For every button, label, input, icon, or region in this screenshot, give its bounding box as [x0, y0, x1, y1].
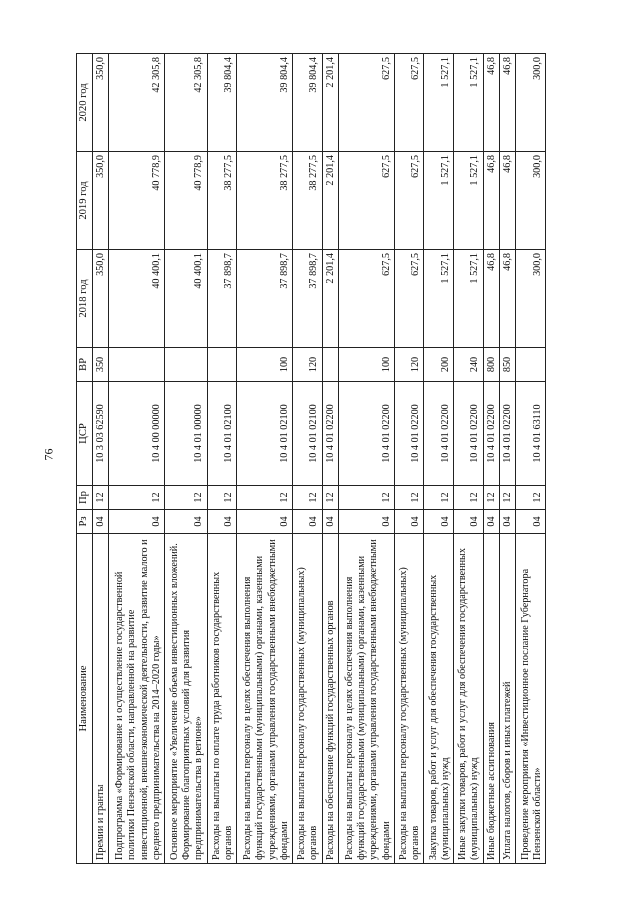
- cell-2019: 46,8: [499, 152, 515, 250]
- cell-2019: 40 778,9: [109, 152, 165, 250]
- table-row: [483, 54, 499, 864]
- table-row: [322, 54, 338, 864]
- cell-2018: 40 400,1: [164, 250, 207, 348]
- cell-name: Расходы на выплаты персоналу государственных (муниципальных) органов: [394, 534, 424, 864]
- cell-vr: [322, 348, 338, 382]
- table-header-row: [77, 54, 93, 864]
- cell-2018: 40 400,1: [109, 250, 165, 348]
- header-rz: Рз: [77, 510, 93, 534]
- cell-vr: 200: [424, 348, 454, 382]
- cell-rz: 04: [516, 510, 546, 534]
- cell-pr: 12: [164, 486, 207, 510]
- table-body: [92, 54, 545, 864]
- cell-2018: 627,5: [394, 250, 424, 348]
- cell-vr: [207, 348, 237, 382]
- cell-csr: 10 4 01 02100: [293, 382, 323, 486]
- cell-rz: 04: [109, 510, 165, 534]
- cell-2018: 627,5: [339, 250, 395, 348]
- cell-rz: 04: [164, 510, 207, 534]
- cell-name: Иные бюджетные ассигнования: [483, 534, 499, 864]
- cell-2019: 38 277,5: [293, 152, 323, 250]
- cell-2018: 1 527,1: [424, 250, 454, 348]
- cell-pr: 12: [499, 486, 515, 510]
- header-2019: 2019 год: [77, 152, 93, 250]
- cell-2019: 38 277,5: [237, 152, 293, 250]
- cell-vr: 850: [499, 348, 515, 382]
- cell-rz: 04: [92, 510, 108, 534]
- cell-2020: 300,0: [516, 54, 546, 152]
- header-name: Наименование: [77, 534, 93, 864]
- header-csr: ЦСР: [77, 382, 93, 486]
- table-row: [109, 54, 165, 864]
- cell-2018: 350,0: [92, 250, 108, 348]
- cell-2020: 627,5: [394, 54, 424, 152]
- cell-vr: 120: [394, 348, 424, 382]
- cell-csr: 10 4 01 63110: [516, 382, 546, 486]
- table-row: [339, 54, 395, 864]
- cell-vr: [109, 348, 165, 382]
- cell-2020: 2 201,4: [322, 54, 338, 152]
- cell-csr: 10 4 01 02100: [237, 382, 293, 486]
- cell-2020: 39 804,4: [237, 54, 293, 152]
- header-2020: 2020 год: [77, 54, 93, 152]
- cell-csr: 10 3 03 62590: [92, 382, 108, 486]
- table-row: [499, 54, 515, 864]
- cell-2020: 42 305,8: [109, 54, 165, 152]
- cell-pr: 12: [92, 486, 108, 510]
- table-row: [207, 54, 237, 864]
- table-row: [424, 54, 454, 864]
- cell-csr: 10 4 01 02200: [454, 382, 484, 486]
- cell-rz: 04: [293, 510, 323, 534]
- cell-2018: 2 201,4: [322, 250, 338, 348]
- cell-csr: 10 4 01 02100: [207, 382, 237, 486]
- cell-2020: 350,0: [92, 54, 108, 152]
- cell-pr: 12: [454, 486, 484, 510]
- cell-2019: 46,8: [483, 152, 499, 250]
- cell-name: Премии и гранты: [92, 534, 108, 864]
- cell-vr: 100: [339, 348, 395, 382]
- cell-2020: 46,8: [499, 54, 515, 152]
- cell-csr: 10 4 01 02200: [483, 382, 499, 486]
- table-row: [164, 54, 207, 864]
- header-pr: Пр: [77, 486, 93, 510]
- cell-name: Закупка товаров, работ и услуг для обеспечения государственных (муниципальных) нужд: [424, 534, 454, 864]
- cell-2019: 1 527,1: [454, 152, 484, 250]
- table-row: [516, 54, 546, 864]
- cell-rz: 04: [237, 510, 293, 534]
- cell-csr: 10 4 01 02200: [339, 382, 395, 486]
- cell-rz: 04: [499, 510, 515, 534]
- cell-name: Расходы на выплаты персоналу государственных (муниципальных) органов: [293, 534, 323, 864]
- cell-name: Расходы на выплаты персоналу в целях обеспечения выполнения функций государственными (муниципальными) органами, казенными учреждениями, органами управления государственными внебюджетными фондами: [339, 534, 395, 864]
- cell-name: Иные закупки товаров, работ и услуг для обеспечения государственных (муниципальных) нужд: [454, 534, 484, 864]
- cell-pr: 12: [394, 486, 424, 510]
- cell-2018: 37 898,7: [207, 250, 237, 348]
- cell-2020: 46,8: [483, 54, 499, 152]
- cell-pr: 12: [424, 486, 454, 510]
- cell-pr: 12: [109, 486, 165, 510]
- cell-csr: 10 4 01 02200: [322, 382, 338, 486]
- cell-rz: 04: [424, 510, 454, 534]
- table-row: [237, 54, 293, 864]
- cell-rz: 04: [207, 510, 237, 534]
- cell-pr: 12: [322, 486, 338, 510]
- cell-2019: 40 778,9: [164, 152, 207, 250]
- cell-name: Расходы на выплаты персоналу в целях обеспечения выполнения функций государственными (муниципальными) органами, казенными учреждениями, органами управления государственными внебюджетными фондами: [237, 534, 293, 864]
- cell-2019: 38 277,5: [207, 152, 237, 250]
- cell-2019: 1 527,1: [424, 152, 454, 250]
- table-row: [454, 54, 484, 864]
- page-number: 76: [41, 448, 56, 461]
- table-row: [92, 54, 108, 864]
- rotated-table-wrapper: [76, 54, 546, 864]
- cell-2020: 627,5: [339, 54, 395, 152]
- cell-name: Расходы на выплаты по оплате труда работников государственных органов: [207, 534, 237, 864]
- cell-2018: 1 527,1: [454, 250, 484, 348]
- cell-pr: 12: [339, 486, 395, 510]
- cell-2018: 37 898,7: [293, 250, 323, 348]
- cell-rz: 04: [454, 510, 484, 534]
- cell-csr: 10 4 01 02200: [424, 382, 454, 486]
- cell-rz: 04: [483, 510, 499, 534]
- cell-2018: 46,8: [499, 250, 515, 348]
- cell-csr: 10 4 01 00000: [164, 382, 207, 486]
- cell-name: Уплата налогов, сборов и иных платежей: [499, 534, 515, 864]
- cell-pr: 12: [293, 486, 323, 510]
- cell-2020: 39 804,4: [207, 54, 237, 152]
- cell-2018: 46,8: [483, 250, 499, 348]
- table-row: [394, 54, 424, 864]
- cell-vr: [516, 348, 546, 382]
- cell-rz: 04: [394, 510, 424, 534]
- cell-2019: 300,0: [516, 152, 546, 250]
- cell-csr: 10 4 00 00000: [109, 382, 165, 486]
- cell-2020: 42 305,8: [164, 54, 207, 152]
- cell-vr: 120: [293, 348, 323, 382]
- cell-name: Подпрограмма «Формирование и осуществление государственной политики Пензенской области, направленной на развитие инвестиционной, внешнеэкономической деятельности, развитие малого и среднего предпринимательства на 2014–2020 годы»: [109, 534, 165, 864]
- cell-2020: 1 527,1: [454, 54, 484, 152]
- cell-csr: 10 4 01 02200: [394, 382, 424, 486]
- cell-name: Основное мероприятие «Увеличение объема инвестиционных вложений. Формирование благоприятных условий для развития предпринимательства в регионе»: [164, 534, 207, 864]
- cell-csr: 10 4 01 02200: [499, 382, 515, 486]
- cell-pr: 12: [237, 486, 293, 510]
- cell-pr: 12: [483, 486, 499, 510]
- cell-2018: 37 898,7: [237, 250, 293, 348]
- cell-vr: 800: [483, 348, 499, 382]
- cell-rz: 04: [322, 510, 338, 534]
- cell-2019: 627,5: [394, 152, 424, 250]
- cell-2019: 350,0: [92, 152, 108, 250]
- cell-2020: 39 804,4: [293, 54, 323, 152]
- header-2018: 2018 год: [77, 250, 93, 348]
- cell-name: Проведение мероприятия «Инвестиционное послание Губернатора Пензенской области»: [516, 534, 546, 864]
- cell-pr: 12: [516, 486, 546, 510]
- cell-vr: 240: [454, 348, 484, 382]
- cell-vr: 100: [237, 348, 293, 382]
- budget-table: [76, 53, 546, 864]
- cell-vr: [164, 348, 207, 382]
- header-vr: ВР: [77, 348, 93, 382]
- cell-2019: 627,5: [339, 152, 395, 250]
- cell-vr: 350: [92, 348, 108, 382]
- cell-2019: 2 201,4: [322, 152, 338, 250]
- cell-rz: 04: [339, 510, 395, 534]
- cell-2020: 1 527,1: [424, 54, 454, 152]
- table-row: [293, 54, 323, 864]
- cell-2018: 300,0: [516, 250, 546, 348]
- cell-name: Расходы на обеспечение функций государственных органов: [322, 534, 338, 864]
- cell-pr: 12: [207, 486, 237, 510]
